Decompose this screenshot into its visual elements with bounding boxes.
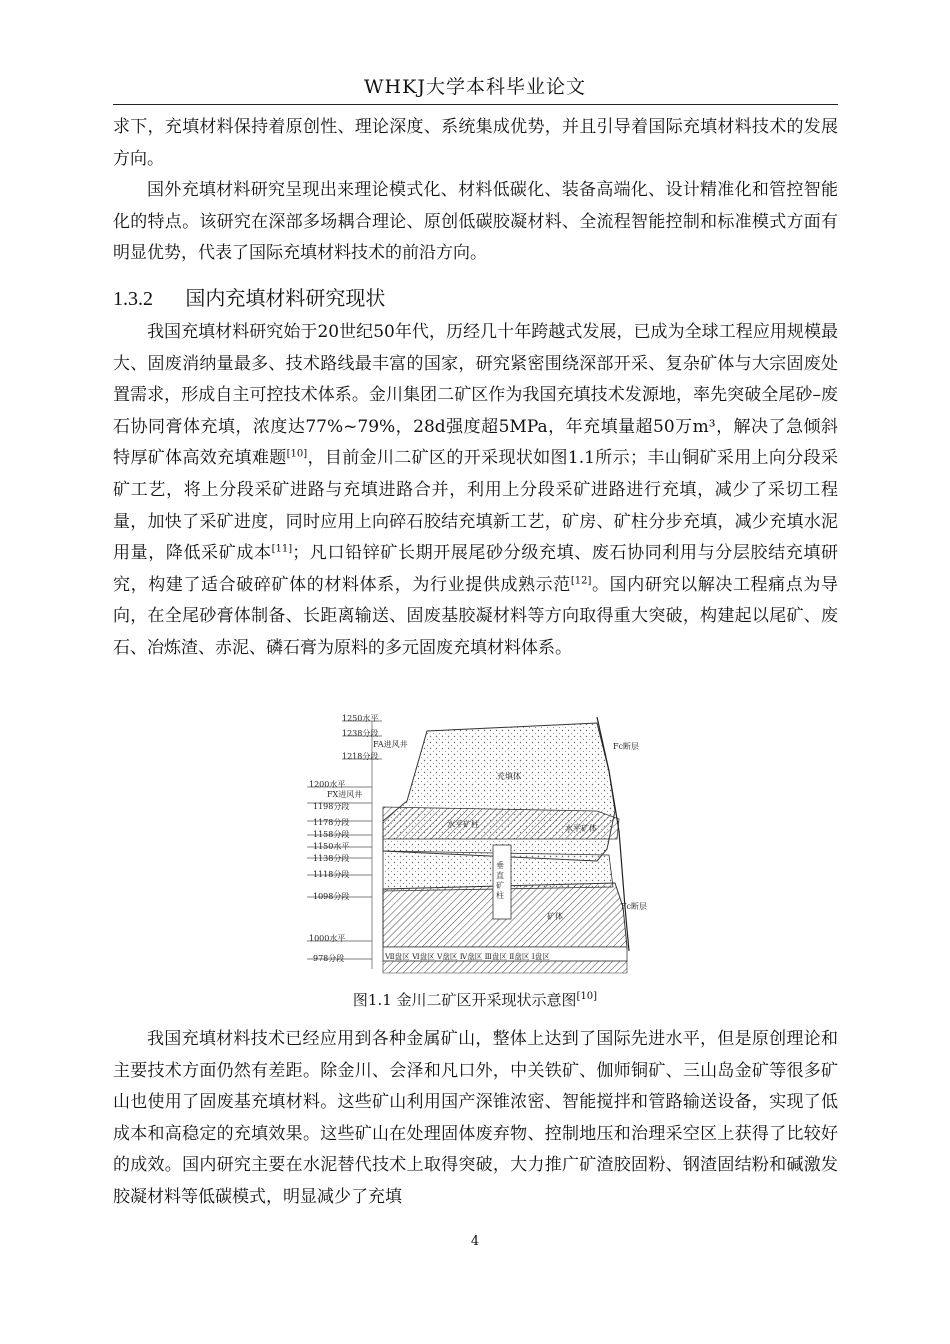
paragraph-3-part-4: 。国内研究以解决工程痛点为导向，在全尾砂膏体制备、长距离输送、固废基胶凝材料等方向取得重大突破，构建起以尾矿、废石、冶炼渣、赤泥、磷石膏为原料的多元固废充填材料体系。 xyxy=(113,574,839,658)
figure-labels xyxy=(297,711,657,983)
fault-label-bottom: Fc断层 xyxy=(621,902,648,911)
vertical-pillar-label: 垂直矿柱 xyxy=(496,861,504,900)
level-label: 1118分段 xyxy=(313,870,350,879)
ore-body-label: 矿体 xyxy=(547,912,563,921)
fill-body-label: 充填体 xyxy=(497,772,521,781)
section-heading xyxy=(113,282,385,311)
level-label: 978分段 xyxy=(313,954,345,963)
citation-11: [11] xyxy=(271,543,293,555)
level-label: 1250水平 xyxy=(342,714,379,723)
horizontal-pillar-label: 水平矿柱 xyxy=(447,820,479,829)
panel-labels: Ⅶ盘区 Ⅵ盘区 Ⅴ盘区 Ⅳ盘区 Ⅲ盘区 Ⅱ盘区 Ⅰ盘区 xyxy=(385,952,550,961)
figure-caption xyxy=(0,989,950,1010)
paragraph-3 xyxy=(113,317,838,665)
paragraph-2: 国外充填材料研究呈现出来理论模式化、材料低碳化、装备高端化、设计精准化和管控智能化的特点。该研究在深部多场耦合理论、原创低碳胶凝材料、全流程智能控制和标准模式方面有明显优势，代表了国际充填材料技术的前沿方向。 xyxy=(113,180,838,264)
paragraph-3-part-3: ；凡口铅锌矿长期开展尾砂分级充填、废石协同利用与分层胶结充填研究，构建了适合破碎矿体的材料体系，为行业提供成熟示范 xyxy=(113,543,839,595)
header-rule xyxy=(113,104,838,105)
level-label: 1178分段 xyxy=(313,818,350,827)
level-label: 1238分段 xyxy=(342,729,379,738)
level-label: FA进风井 xyxy=(373,740,408,749)
citation-12: [12] xyxy=(570,575,592,587)
page-number: 4 xyxy=(470,1234,480,1249)
paragraph-4: 我国充填材料技术已经应用到各种金属矿山，整体上达到了国际先进水平，但是原创理论和主要技术方面仍然有差距。除金川、会泽和凡口外，中关铁矿、伽师铜矿、三山岛金矿等很多矿山也使用了固废基充填材料。这些矿山利用国产深锥浓密、智能搅拌和管路输送设备，实现了低成本和高稳定的充填效果。这些矿山在处理固体废弃物、控制地压和治理采空区上获得了比较好的成效。国内研究主要在水泥替代技术上取得突破，大力推广矿渣胶固粉、钢渣固结粉和碱激发胶凝材料等低碳模式，明显减少了充填 xyxy=(113,1029,838,1207)
running-header: WHKJ大学本科毕业论文 xyxy=(364,76,586,98)
level-label: 1200水平 xyxy=(309,780,346,789)
level-label: 1138分段 xyxy=(313,854,350,863)
paragraph-1: 求下，充填材料保持着原创性、理论深度、系统集成优势，并且引导着国际充填材料技术的发展方向。 xyxy=(113,117,838,169)
level-label: 1218分段 xyxy=(342,752,379,761)
horizontal-orebody-label: 水平矿体 xyxy=(565,824,597,833)
caption-text: 图1.1 金川二矿区开采现状示意图 xyxy=(352,991,577,1009)
citation-10: [10] xyxy=(286,448,308,460)
section-number: 1.3.2 xyxy=(113,288,153,310)
fault-label-top: Fc断层 xyxy=(613,742,640,751)
level-label: 1198分段 xyxy=(313,802,350,811)
paragraph-3-part-1: 我国充填材料研究始于20世纪50年代，历经几十年跨越式发展，已成为全球工程应用规模最大、固废消纳量最多、技术路线最丰富的国家，研究紧密围绕深部开采、复杂矿体与大宗固废处置需求，形成自主可控技术体系。金川集团二矿区作为我国充填技术发源地，率先突破全尾砂–废石协同膏体充填，浓度达77%~79%，28d强度超5MPa，年充填量超50万m³，解决了急倾斜特厚矿体高效充填难题 xyxy=(113,322,838,469)
level-label: 1150水平 xyxy=(313,842,350,851)
paragraph-3-part-2: ，目前金川二矿区的开采现状如图1.1所示；丰山铜矿采用上向分段采矿工艺，将上分段采矿进路与充填进路合并，利用上分段采矿进路进行充填，减少了采切工程量，加快了采矿进度，同时应用上向碎石胶结充填新工艺，矿房、矿柱分步充填，减少充填水泥用量，降低采矿成本 xyxy=(113,448,838,564)
level-label: 1098分段 xyxy=(313,892,350,901)
mine-section-figure xyxy=(297,711,657,983)
level-label: FX进风井 xyxy=(327,790,363,799)
level-label: 1158分段 xyxy=(313,830,350,839)
caption-citation: [10] xyxy=(576,991,598,1002)
level-label: 1000水平 xyxy=(309,934,346,943)
section-title: 国内充填材料研究现状 xyxy=(185,286,386,310)
